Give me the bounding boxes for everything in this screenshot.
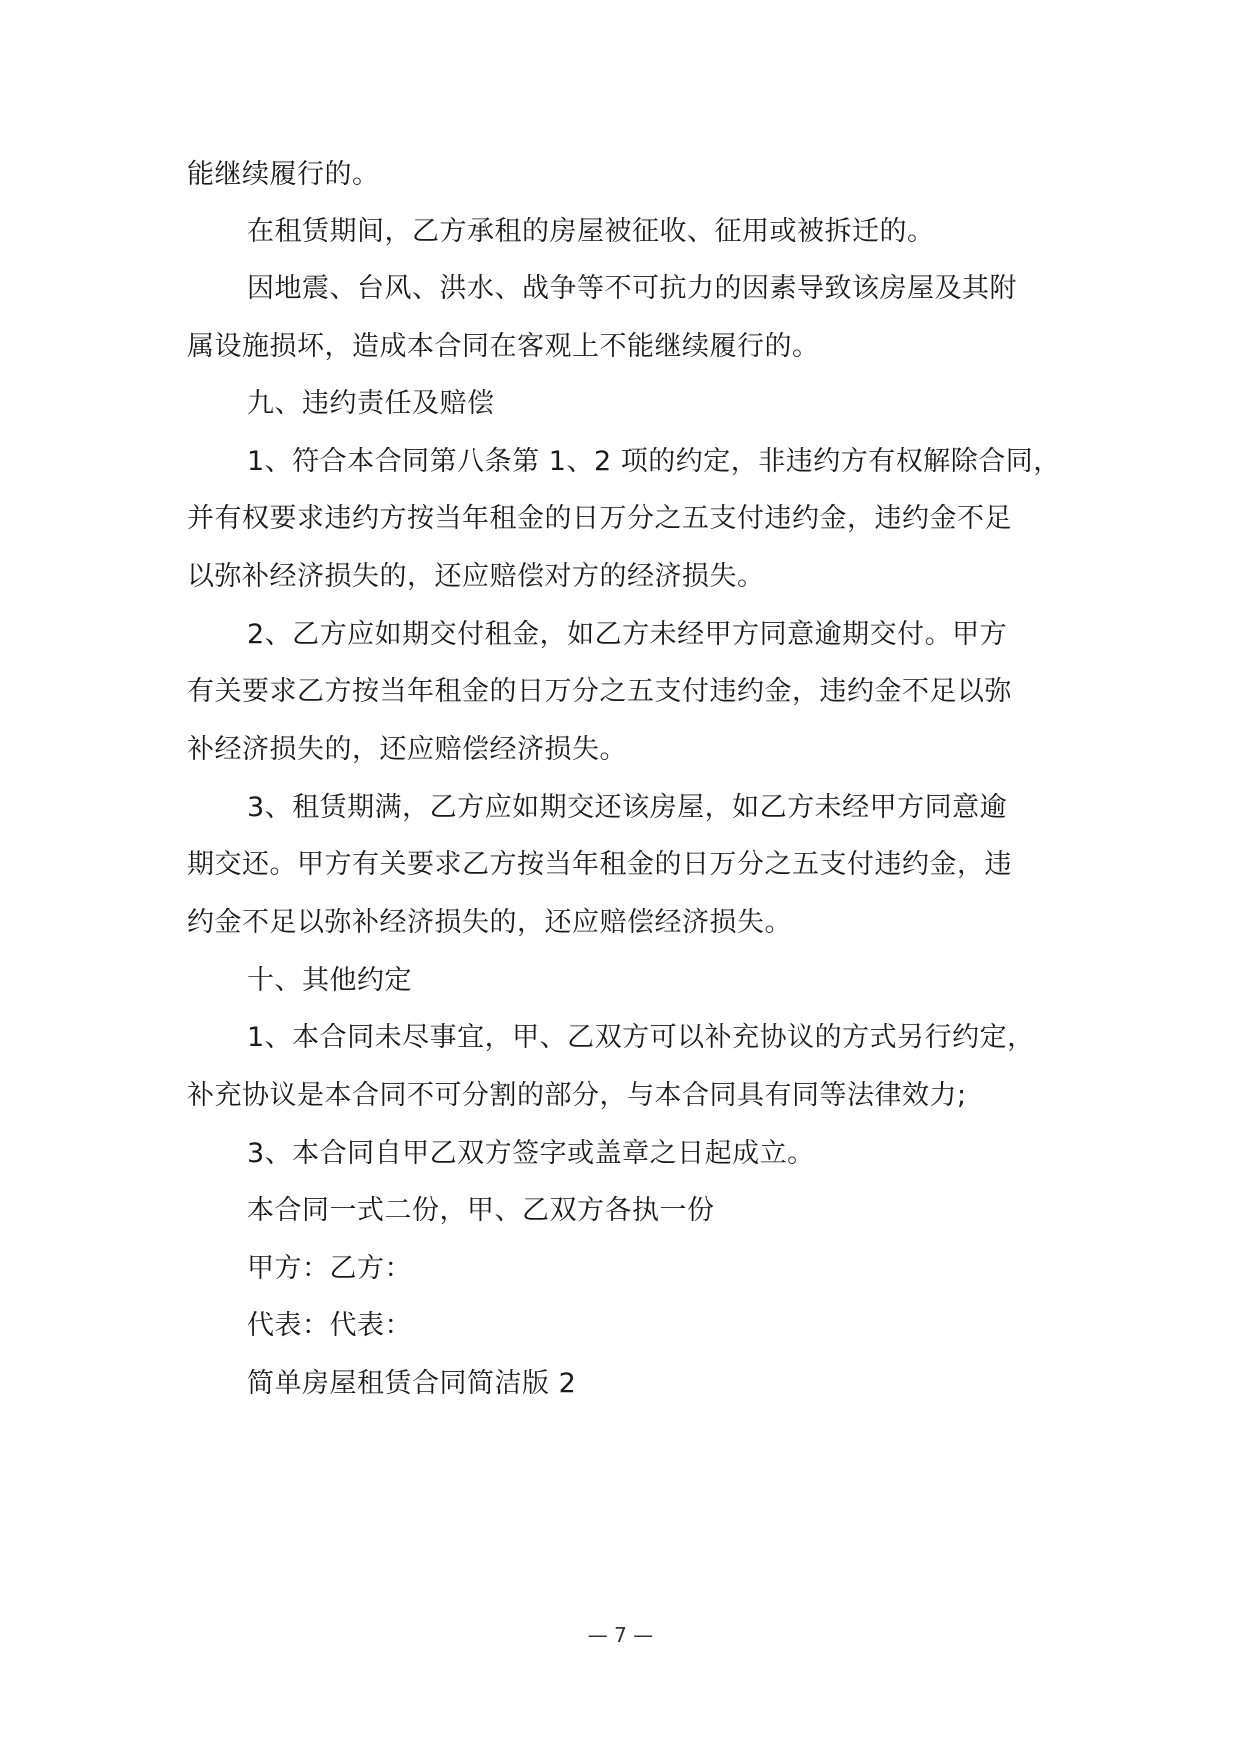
text-line-10: 有关要求乙方按当年租金的日万分之五支付违约金，违约金不足以弥: [187, 676, 1012, 707]
text-line-18: 3、本合同自甲乙双方签字或盖章之日起成立。: [247, 1138, 815, 1169]
text-line-1: 能继续履行的。: [187, 159, 380, 190]
text-line-19: 本合同一式二份，甲、乙双方各执一份: [247, 1195, 715, 1226]
text-line-14: 约金不足以弥补经济损失的，还应赔偿经济损失。: [187, 907, 792, 938]
text-line-9: 2、乙方应如期交付租金，如乙方未经甲方同意逾期交付。甲方: [247, 619, 1008, 650]
text-line-11: 补经济损失的，还应赔偿经济损失。: [187, 734, 627, 765]
text-line-6: 1、符合本合同第八条第 1、2 项的约定，非违约方有权解除合同，: [247, 446, 1061, 477]
text-line-17: 补充协议是本合同不可分割的部分，与本合同具有同等法律效力;: [187, 1080, 967, 1111]
text-line-16: 1、本合同未尽事宜，甲、乙双方可以补充协议的方式另行约定，: [247, 1022, 1035, 1053]
text-line-13: 期交还。甲方有关要求乙方按当年租金的日万分之五支付违约金，违: [187, 849, 1012, 880]
section-heading-9: 九、违约责任及赔偿: [247, 388, 495, 419]
text-line-7: 并有权要求违约方按当年租金的日万分之五支付违约金，违约金不足: [187, 503, 1012, 534]
text-line-8: 以弥补经济损失的，还应赔偿对方的经济损失。: [187, 561, 765, 592]
page-number: — 7 —: [587, 1623, 654, 1647]
signature-party-line: 甲方：乙方：: [247, 1253, 412, 1284]
text-line-4: 属设施损坏，造成本合同在客观上不能继续履行的。: [187, 331, 820, 362]
text-line-3: 因地震、台风、洪水、战争等不可抗力的因素导致该房屋及其附: [247, 273, 1017, 304]
section-heading-10: 十、其他约定: [247, 965, 412, 996]
next-document-title: 简单房屋租赁合同简洁版 2: [247, 1368, 577, 1399]
text-line-12: 3、租赁期满，乙方应如期交还该房屋，如乙方未经甲方同意逾: [247, 792, 1008, 823]
signature-representative-line: 代表：代表：: [247, 1310, 412, 1341]
text-line-2: 在租赁期间，乙方承租的房屋被征收、征用或被拆迁的。: [247, 216, 935, 247]
